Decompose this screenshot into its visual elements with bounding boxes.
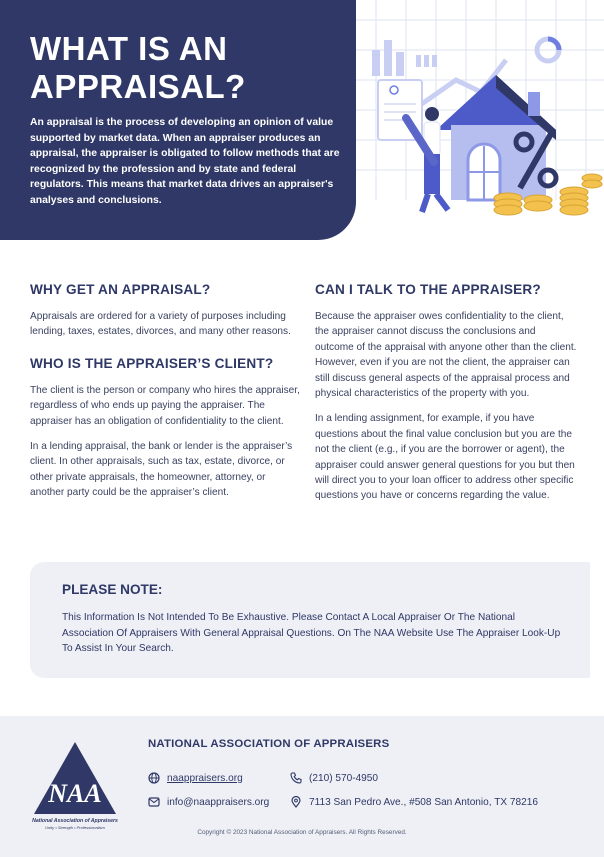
hero-banner [0, 0, 356, 240]
client-heading: WHO IS THE APPRAISER’S CLIENT? [30, 355, 274, 371]
phone-icon [290, 772, 302, 784]
phone-number[interactable]: (210) 570-4950 [309, 772, 379, 784]
house-appraisal-illustration [356, 0, 604, 240]
right-column [315, 282, 577, 514]
why-get-appraisal-text: Appraisals are ordered for a variety of purposes including lending, taxes, estates, divorces, and many other reasons. [30, 311, 291, 338]
email-contact[interactable] [148, 796, 269, 808]
please-note-heading: PLEASE NOTE: [62, 582, 163, 597]
organization-name: NATIONAL ASSOCIATION OF APPRAISERS [148, 738, 390, 750]
client-text-2: In a lending appraisal, the bank or lender is the appraiser’s client. In other appraisals, such as tax, estate, divorce, or other private appraisals, the homeowner, attorney, or another party could be the appraiser’s client. [30, 441, 293, 499]
mail-icon [148, 796, 160, 808]
intro-paragraph: An appraisal is the process of developing an opinion of value supported by market data. When an appraiser produces an appraisal, the appraiser is obligated to follow methods that are recognized by the profession and by state and federal regulators. This means that market data drives an appraiser's analyses and conclusions. [30, 117, 340, 206]
svg-text:NAA: NAA [48, 779, 102, 808]
email-address[interactable]: info@naappraisers.org [167, 796, 270, 808]
svg-text:National Association of Apprai: National Association of Appraisers [32, 818, 118, 824]
please-note-panel [30, 562, 590, 678]
website-contact[interactable] [148, 772, 243, 784]
location-pin-icon [290, 796, 302, 808]
copyright: Copyright © 2023 National Association of Appraisers. All Rights Reserved. [197, 829, 407, 836]
website-link[interactable]: naappraisers.org [167, 772, 243, 784]
talk-to-appraiser-text-1: Because the appraiser owes confidentiality to the client, the appraiser cannot discuss the conclusions and outcome of the appraisal with anyone other than the client. However, even if you are not the client, the appraiser can still discuss general aspects of the appraisal process and physical characteristics of the property with you. [315, 311, 577, 400]
client-text-1: The client is the person or company who hires the appraiser, regardless of who ends up paying the appraiser. The appraiser has an obligation of confidentiality to the client. [30, 384, 300, 427]
why-get-appraisal-heading: WHY GET AN APPRAISAL? [30, 282, 211, 297]
page-title: WHAT IS AN APPRAISAL? [30, 30, 246, 105]
please-note-text: This Information Is Not Intended To Be Exhaustive. Please Contact A Local Appraiser Or The National Association Of Appraisers With General Appraisal Questions. On The NAA Website Use The Appraiser Look-Up To Assist In Your Search. [62, 612, 561, 654]
phone-contact[interactable] [290, 772, 378, 784]
left-column [30, 282, 300, 511]
naa-logo [30, 738, 120, 832]
address-contact [290, 796, 538, 808]
svg-text:Unity • Strength • Professiona: Unity • Strength • Professionalism [45, 825, 105, 830]
talk-to-appraiser-heading: CAN I TALK TO THE APPRAISER? [315, 282, 541, 297]
talk-to-appraiser-text-2: In a lending assignment, for example, if you have questions about the final value conclusion but you are the not the client (e.g., if you are the borrower or agent), the appraiser could answer general questions for you but then will direct you to your loan officer to address other specific questions you have or concerns regarding the value. [315, 413, 575, 502]
globe-icon [148, 772, 160, 784]
footer [0, 716, 604, 857]
street-address: 7113 San Pedro Ave., #508 San Antonio, TX 78216 [309, 796, 538, 808]
